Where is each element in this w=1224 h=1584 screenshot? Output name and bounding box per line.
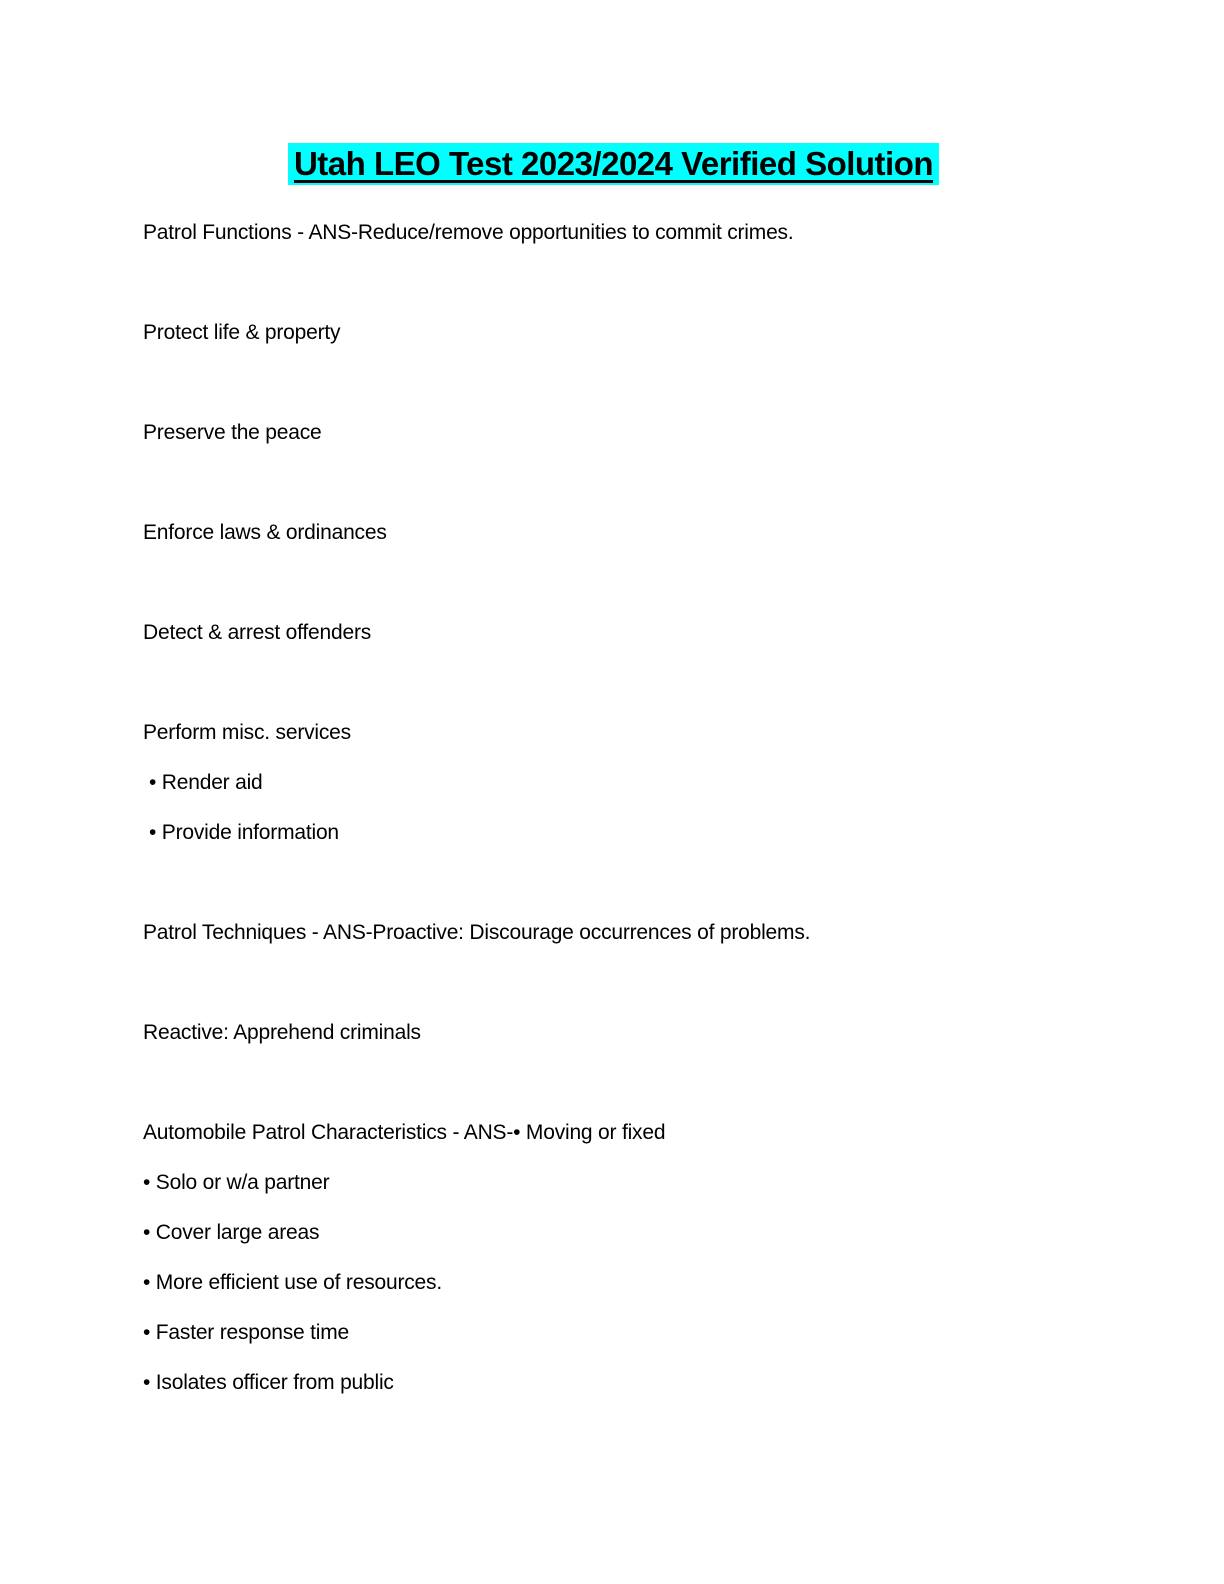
answer-line-enforce-laws: Enforce laws & ordinances [143,521,387,544]
bullet-item-isolates-officer: • Isolates officer from public [143,1371,394,1394]
bullet-item-faster-response: • Faster response time [143,1321,350,1344]
bullet-item-provide-information: • Provide information [149,821,339,844]
bullet-item-solo-partner: • Solo or w/a partner [143,1171,330,1194]
answer-line-preserve-peace: Preserve the peace [143,421,322,444]
page-title [143,140,1084,188]
bullet-item-render-aid: • Render aid [149,771,263,794]
qa-automobile-patrol-characteristics: Automobile Patrol Characteristics - ANS-• Moving or fixed [143,1121,666,1144]
answer-line-protect-life: Protect life & property [143,321,341,344]
answer-line-reactive: Reactive: Apprehend criminals [143,1021,421,1044]
answer-line-perform-services: Perform misc. services [143,721,351,744]
qa-patrol-techniques: Patrol Techniques - ANS-Proactive: Discourage occurrences of problems. [143,921,811,944]
bullet-item-efficient-resources: • More efficient use of resources. [143,1271,442,1294]
answer-line-detect-arrest: Detect & arrest offenders [143,621,372,644]
page-title-highlighted-text: Utah LEO Test 2023/2024 Verified Solution [288,143,939,185]
bullet-item-cover-large-areas: • Cover large areas [143,1221,320,1244]
qa-patrol-functions: Patrol Functions - ANS-Reduce/remove opportunities to commit crimes. [143,221,794,244]
